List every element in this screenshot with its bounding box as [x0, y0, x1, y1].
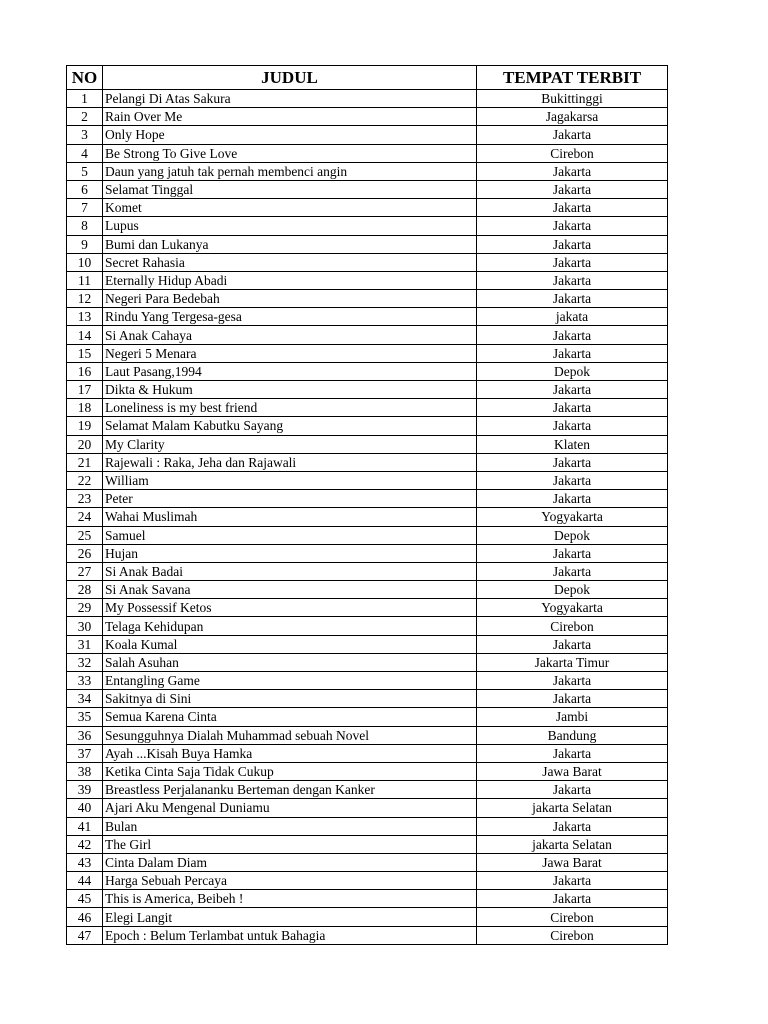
table-row	[67, 562, 668, 580]
table-row	[67, 581, 668, 599]
row-number: 3	[67, 126, 103, 144]
row-number: 23	[67, 490, 103, 508]
row-number: 10	[67, 253, 103, 271]
book-title: Eternally Hidup Abadi	[103, 271, 477, 289]
table-row	[67, 471, 668, 489]
book-title: My Possessif Ketos	[103, 599, 477, 617]
row-number: 42	[67, 835, 103, 853]
publish-place: Jakarta	[477, 235, 668, 253]
publish-place: Jakarta	[477, 872, 668, 890]
publish-place: Jakarta	[477, 672, 668, 690]
book-title: Sesungguhnya Dialah Muhammad sebuah Novel	[103, 726, 477, 744]
book-title: Wahai Muslimah	[103, 508, 477, 526]
row-number: 4	[67, 144, 103, 162]
row-number: 14	[67, 326, 103, 344]
book-title: Harga Sebuah Percaya	[103, 872, 477, 890]
book-title: Loneliness is my best friend	[103, 399, 477, 417]
table-row	[67, 490, 668, 508]
publish-place: Jakarta	[477, 180, 668, 198]
publish-place: Jakarta	[477, 290, 668, 308]
publish-place: Jakarta	[477, 381, 668, 399]
book-title: Secret Rahasia	[103, 253, 477, 271]
row-number: 33	[67, 672, 103, 690]
publish-place: jakata	[477, 308, 668, 326]
row-number: 47	[67, 926, 103, 944]
book-title: Entangling Game	[103, 672, 477, 690]
row-number: 36	[67, 726, 103, 744]
row-number: 35	[67, 708, 103, 726]
row-number: 28	[67, 581, 103, 599]
row-number: 15	[67, 344, 103, 362]
row-number: 16	[67, 362, 103, 380]
row-number: 19	[67, 417, 103, 435]
table-row	[67, 817, 668, 835]
row-number: 27	[67, 562, 103, 580]
row-number: 41	[67, 817, 103, 835]
publish-place: Bukittinggi	[477, 90, 668, 108]
row-number: 8	[67, 217, 103, 235]
book-title: Cinta Dalam Diam	[103, 853, 477, 871]
table-header	[67, 66, 668, 90]
book-title: Ayah ...Kisah Buya Hamka	[103, 744, 477, 762]
table-row	[67, 271, 668, 289]
book-title: Ajari Aku Mengenal Duniamu	[103, 799, 477, 817]
table-row	[67, 435, 668, 453]
publish-place: Cirebon	[477, 926, 668, 944]
publish-place: jakarta Selatan	[477, 835, 668, 853]
table-row	[67, 417, 668, 435]
table-row	[67, 853, 668, 871]
table-row	[67, 326, 668, 344]
row-number: 11	[67, 271, 103, 289]
table-row	[67, 526, 668, 544]
publish-place: Jakarta	[477, 890, 668, 908]
header-row	[67, 66, 668, 90]
table-row	[67, 399, 668, 417]
table-row	[67, 162, 668, 180]
book-title: Si Anak Savana	[103, 581, 477, 599]
row-number: 22	[67, 471, 103, 489]
publish-place: Jakarta	[477, 253, 668, 271]
publish-place: Jakarta	[477, 817, 668, 835]
header-title: JUDUL	[103, 66, 477, 90]
book-title: This is America, Beibeh !	[103, 890, 477, 908]
table-row	[67, 126, 668, 144]
book-title: Only Hope	[103, 126, 477, 144]
table-row	[67, 653, 668, 671]
book-title: My Clarity	[103, 435, 477, 453]
book-title: Koala Kumal	[103, 635, 477, 653]
row-number: 30	[67, 617, 103, 635]
publish-place: Jakarta	[477, 490, 668, 508]
table-row	[67, 290, 668, 308]
publish-place: Jakarta	[477, 471, 668, 489]
book-title: Breastless Perjalananku Berteman dengan Kanker	[103, 781, 477, 799]
row-number: 38	[67, 762, 103, 780]
row-number: 7	[67, 199, 103, 217]
publish-place: Jakarta	[477, 326, 668, 344]
table-row	[67, 835, 668, 853]
table-row	[67, 144, 668, 162]
row-number: 32	[67, 653, 103, 671]
row-number: 6	[67, 180, 103, 198]
row-number: 13	[67, 308, 103, 326]
book-title: Dikta & Hukum	[103, 381, 477, 399]
publish-place: Depok	[477, 526, 668, 544]
book-title: Samuel	[103, 526, 477, 544]
row-number: 5	[67, 162, 103, 180]
book-table	[66, 65, 668, 945]
book-title: Rindu Yang Tergesa-gesa	[103, 308, 477, 326]
table-row	[67, 217, 668, 235]
table-row	[67, 744, 668, 762]
book-title: Bulan	[103, 817, 477, 835]
row-number: 46	[67, 908, 103, 926]
book-title: Komet	[103, 199, 477, 217]
publish-place: Jawa Barat	[477, 853, 668, 871]
publish-place: Jakarta Timur	[477, 653, 668, 671]
book-title: Daun yang jatuh tak pernah membenci angin	[103, 162, 477, 180]
book-title: Si Anak Cahaya	[103, 326, 477, 344]
publish-place: Jakarta	[477, 399, 668, 417]
row-number: 45	[67, 890, 103, 908]
row-number: 37	[67, 744, 103, 762]
publish-place: jakarta Selatan	[477, 799, 668, 817]
book-title: Hujan	[103, 544, 477, 562]
row-number: 31	[67, 635, 103, 653]
row-number: 21	[67, 453, 103, 471]
book-title: Semua Karena Cinta	[103, 708, 477, 726]
publish-place: Jagakarsa	[477, 108, 668, 126]
publish-place: Jambi	[477, 708, 668, 726]
book-title: Sakitnya di Sini	[103, 690, 477, 708]
book-title: Negeri 5 Menara	[103, 344, 477, 362]
publish-place: Jakarta	[477, 271, 668, 289]
row-number: 40	[67, 799, 103, 817]
table-row	[67, 799, 668, 817]
book-title: Si Anak Badai	[103, 562, 477, 580]
publish-place: Jakarta	[477, 126, 668, 144]
table-row	[67, 199, 668, 217]
row-number: 2	[67, 108, 103, 126]
publish-place: Bandung	[477, 726, 668, 744]
table-row	[67, 690, 668, 708]
book-title: Salah Asuhan	[103, 653, 477, 671]
row-number: 44	[67, 872, 103, 890]
publish-place: Yogyakarta	[477, 508, 668, 526]
publish-place: Jakarta	[477, 417, 668, 435]
table-row	[67, 308, 668, 326]
publish-place: Klaten	[477, 435, 668, 453]
book-title: William	[103, 471, 477, 489]
table-row	[67, 726, 668, 744]
book-title: Negeri Para Bedebah	[103, 290, 477, 308]
publish-place: Jakarta	[477, 162, 668, 180]
table-row	[67, 781, 668, 799]
publish-place: Jakarta	[477, 199, 668, 217]
book-title: The Girl	[103, 835, 477, 853]
table-row	[67, 890, 668, 908]
book-title: Pelangi Di Atas Sakura	[103, 90, 477, 108]
row-number: 43	[67, 853, 103, 871]
table-row	[67, 108, 668, 126]
book-title: Be Strong To Give Love	[103, 144, 477, 162]
table-row	[67, 708, 668, 726]
publish-place: Jakarta	[477, 635, 668, 653]
publish-place: Depok	[477, 362, 668, 380]
book-title: Laut Pasang,1994	[103, 362, 477, 380]
row-number: 9	[67, 235, 103, 253]
row-number: 17	[67, 381, 103, 399]
table-row	[67, 599, 668, 617]
table-row	[67, 544, 668, 562]
table-row	[67, 635, 668, 653]
publish-place: Jakarta	[477, 690, 668, 708]
book-title: Epoch : Belum Terlambat untuk Bahagia	[103, 926, 477, 944]
book-title: Peter	[103, 490, 477, 508]
row-number: 34	[67, 690, 103, 708]
publish-place: Cirebon	[477, 144, 668, 162]
book-title: Rajewali : Raka, Jeha dan Rajawali	[103, 453, 477, 471]
table-body	[67, 90, 668, 945]
publish-place: Jakarta	[477, 744, 668, 762]
row-number: 29	[67, 599, 103, 617]
table-row	[67, 508, 668, 526]
table-row	[67, 381, 668, 399]
book-title: Bumi dan Lukanya	[103, 235, 477, 253]
publish-place: Cirebon	[477, 908, 668, 926]
publish-place: Jakarta	[477, 453, 668, 471]
book-title: Elegi Langit	[103, 908, 477, 926]
table-row	[67, 672, 668, 690]
table-row	[67, 362, 668, 380]
publish-place: Jakarta	[477, 781, 668, 799]
book-title: Ketika Cinta Saja Tidak Cukup	[103, 762, 477, 780]
table-row	[67, 253, 668, 271]
table-row	[67, 344, 668, 362]
publish-place: Cirebon	[477, 617, 668, 635]
row-number: 25	[67, 526, 103, 544]
publish-place: Jawa Barat	[477, 762, 668, 780]
row-number: 1	[67, 90, 103, 108]
table-row	[67, 180, 668, 198]
table-row	[67, 617, 668, 635]
publish-place: Jakarta	[477, 217, 668, 235]
publish-place: Jakarta	[477, 344, 668, 362]
publish-place: Jakarta	[477, 562, 668, 580]
book-title: Lupus	[103, 217, 477, 235]
row-number: 20	[67, 435, 103, 453]
row-number: 18	[67, 399, 103, 417]
table-row	[67, 926, 668, 944]
book-title: Selamat Malam Kabutku Sayang	[103, 417, 477, 435]
row-number: 39	[67, 781, 103, 799]
table-row	[67, 908, 668, 926]
book-title: Telaga Kehidupan	[103, 617, 477, 635]
book-title: Rain Over Me	[103, 108, 477, 126]
publish-place: Yogyakarta	[477, 599, 668, 617]
header-no: NO	[67, 66, 103, 90]
row-number: 26	[67, 544, 103, 562]
row-number: 12	[67, 290, 103, 308]
table-row	[67, 872, 668, 890]
header-place: TEMPAT TERBIT	[477, 66, 668, 90]
table-row	[67, 235, 668, 253]
row-number: 24	[67, 508, 103, 526]
table-row	[67, 762, 668, 780]
table-row	[67, 90, 668, 108]
table-row	[67, 453, 668, 471]
publish-place: Depok	[477, 581, 668, 599]
book-title: Selamat Tinggal	[103, 180, 477, 198]
publish-place: Jakarta	[477, 544, 668, 562]
